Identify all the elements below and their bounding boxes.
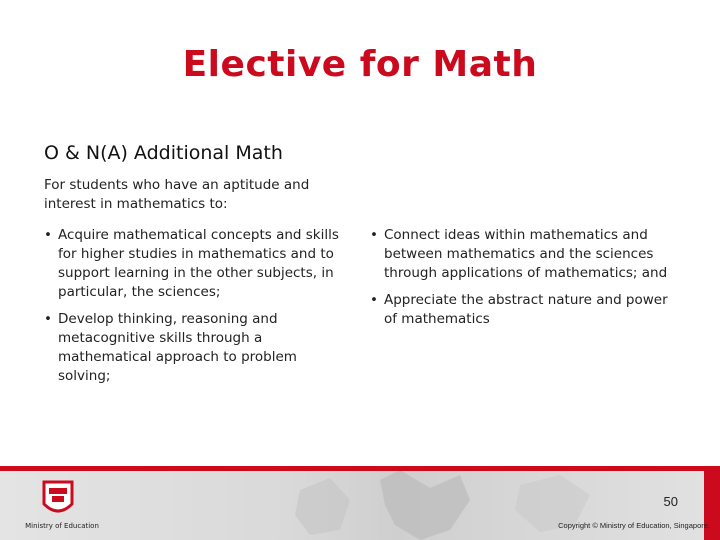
bullet-icon: •: [44, 311, 52, 327]
footer-divider: [0, 466, 720, 471]
page-number: 50: [663, 494, 678, 509]
copyright-text: Copyright © Ministry of Education, Singapore.: [558, 521, 710, 530]
slide-title: Elective for Math: [182, 44, 538, 85]
intro-text: For students who have an aptitude and interest in mathematics to:: [44, 177, 310, 212]
bullet-icon: •: [44, 227, 52, 243]
bullet-list-left: [44, 226, 344, 394]
list-item: [370, 226, 680, 283]
list-item: [44, 310, 344, 386]
bullet-icon: •: [370, 227, 378, 243]
bullet-text: Acquire mathematical concepts and skills for higher studies in mathematics and to support learning in the other subjects, in particular, the sciences;: [58, 227, 339, 300]
moe-logo: [22, 478, 102, 536]
bullet-text: Develop thinking, reasoning and metacognitive skills through a mathematical approach to problem solving;: [58, 311, 297, 384]
bullet-list-right: [370, 226, 680, 337]
bullet-text: Appreciate the abstract nature and power of mathematics: [384, 292, 668, 327]
crest-icon: [22, 478, 102, 522]
bullet-icon: •: [370, 292, 378, 308]
list-item: [370, 291, 680, 329]
logo-label: Ministry of Education: [25, 522, 99, 530]
bullet-text: Connect ideas within mathematics and between mathematics and the sciences through applications of mathematics; and: [384, 227, 668, 281]
list-item: [44, 226, 344, 302]
slide-subtitle: O & N(A) Additional Math: [44, 142, 283, 164]
